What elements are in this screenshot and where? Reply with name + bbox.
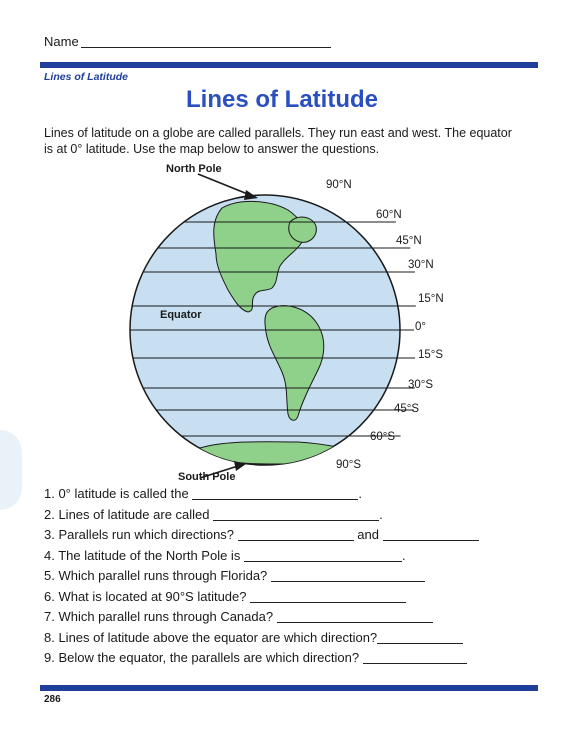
question-5 (44, 566, 534, 587)
lat-label-45s: 45°S (394, 403, 420, 415)
question-4-text: 4. The latitude of the North Pole is (44, 547, 241, 563)
top-divider (40, 62, 538, 68)
name-field[interactable] (44, 34, 331, 49)
question-4-suffix: . (401, 547, 406, 563)
page-title: Lines of Latitude (186, 86, 378, 113)
question-3-and: and (357, 527, 379, 542)
page-edge-decoration (0, 430, 22, 510)
bottom-divider (40, 685, 538, 691)
intro-text: Lines of latitude on a globe are called parallels. They run east and west. The equator is at 0° latitude. Use the map below to answer the questions. (44, 126, 512, 156)
question-9 (44, 648, 534, 669)
north-pole-label: North Pole (166, 163, 222, 175)
answer-blank-9[interactable] (363, 653, 467, 664)
north-pole-arrow (198, 174, 250, 195)
answer-blank-3a[interactable] (238, 530, 354, 541)
equator-label: Equator (160, 309, 202, 321)
answer-blank-1[interactable] (192, 489, 358, 500)
question-7-text: 7. Which parallel runs through Canada? (44, 609, 274, 624)
globe-svg (130, 160, 444, 490)
greenland-shape (289, 217, 317, 242)
lat-label-0: 0° (415, 321, 426, 333)
answer-blank-8[interactable] (377, 633, 463, 644)
question-8-text: 8. Lines of latitude above the equator are which direction? (44, 629, 378, 645)
name-label: Name (44, 34, 79, 49)
answer-blank-2[interactable] (213, 510, 379, 521)
question-2-text: 2. Lines of latitude are called (44, 506, 210, 522)
lat-label-30n: 30°N (408, 259, 434, 271)
question-3 (44, 525, 534, 546)
lat-label-60s: 60°S (370, 431, 396, 443)
question-5-text: 5. Which parallel runs through Florida? (44, 568, 268, 583)
lat-label-30s: 30°S (408, 379, 434, 391)
globe-diagram (130, 160, 444, 490)
lat-label-15s: 15°S (418, 349, 444, 361)
lat-label-45n: 45°N (396, 235, 422, 247)
question-9-text: 9. Below the equator, the parallels are which direction? (44, 650, 360, 665)
question-7 (44, 607, 534, 628)
answer-blank-4[interactable] (244, 551, 402, 562)
question-2 (44, 505, 534, 526)
lat-label-90s: 90°S (336, 459, 362, 471)
answer-blank-6[interactable] (250, 592, 406, 603)
question-6 (44, 587, 534, 608)
question-2-suffix: . (379, 506, 383, 522)
name-blank[interactable] (81, 47, 331, 48)
question-list (44, 484, 534, 669)
antarctica-shape (200, 442, 352, 464)
answer-blank-7[interactable] (277, 612, 433, 623)
answer-blank-3b[interactable] (383, 530, 479, 541)
page-number: 286 (44, 694, 61, 705)
question-8 (44, 628, 534, 649)
question-3-text: 3. Parallels run which directions? (44, 527, 235, 542)
answer-blank-5[interactable] (271, 571, 425, 582)
question-1-text: 1. 0° latitude is called the (44, 486, 189, 501)
lat-label-15n: 15°N (418, 293, 444, 305)
section-label: Lines of Latitude (44, 71, 128, 83)
question-1-suffix: . (358, 486, 362, 501)
question-4 (44, 546, 534, 567)
lat-label-60n: 60°N (376, 209, 402, 221)
question-1 (44, 484, 534, 505)
question-6-text: 6. What is located at 90°S latitude? (44, 588, 247, 604)
lat-label-90n: 90°N (326, 179, 352, 191)
south-pole-label: South Pole (178, 471, 236, 483)
